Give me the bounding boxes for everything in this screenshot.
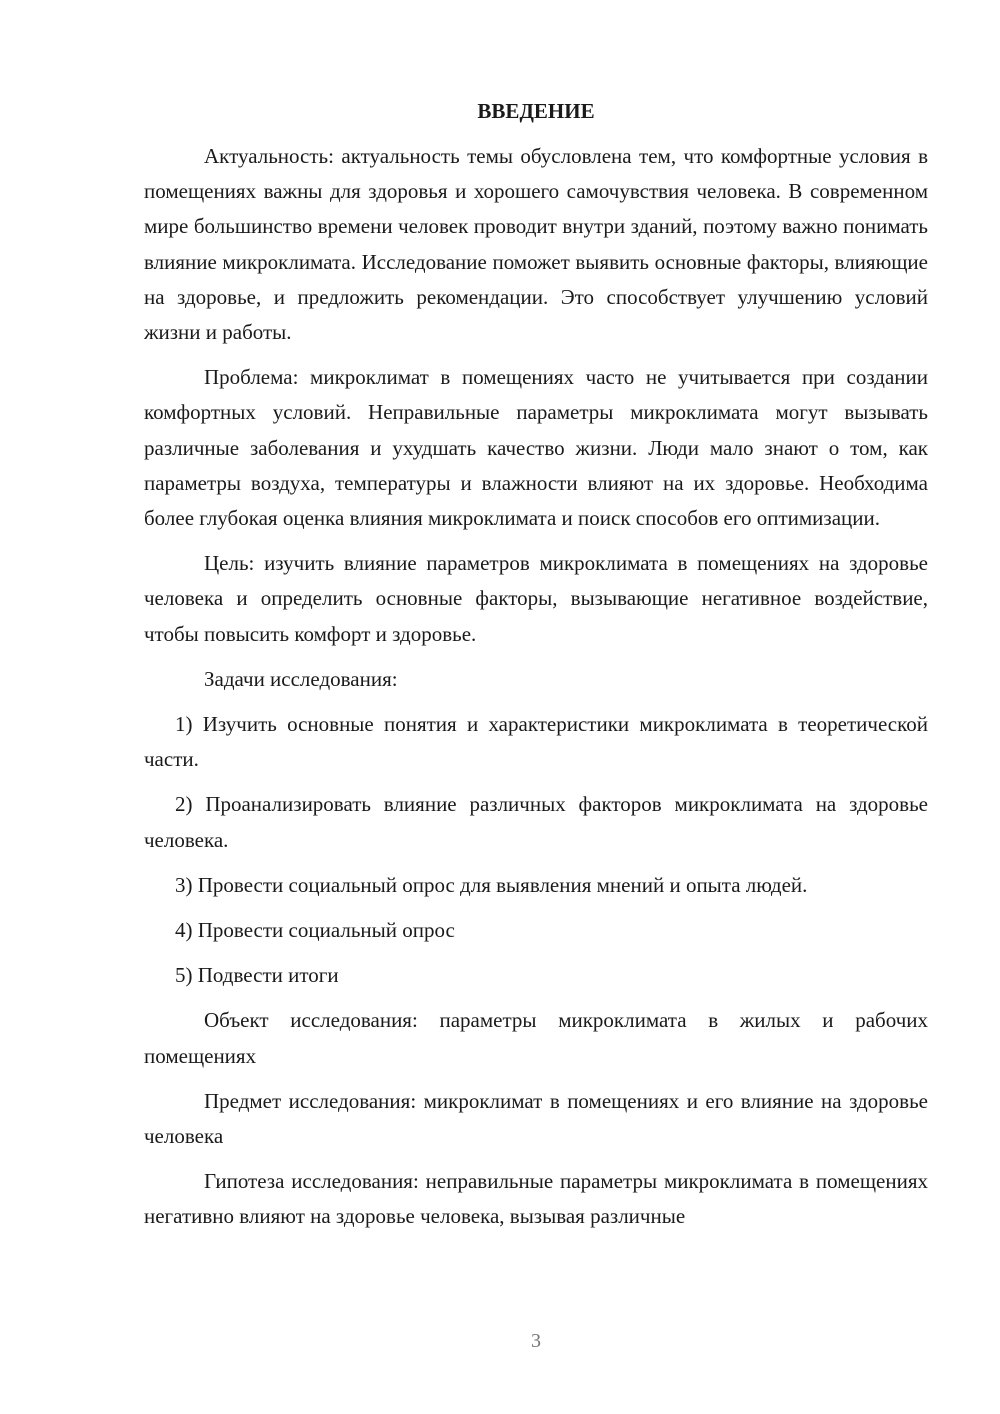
- section-title: ВВЕДЕНИЕ: [477, 99, 595, 123]
- paragraph-subject: Предмет исследования: микроклимат в помещениях и его влияние на здоровье человека: [144, 1088, 928, 1149]
- task-item-5: 5) Подвести итоги: [175, 963, 339, 988]
- paragraph-tasks-heading: Задачи исследования:: [204, 666, 398, 691]
- task-item-3: 3) Провести социальный опрос для выявления мнений и опыта людей.: [175, 872, 808, 897]
- task-item-1: 1) Изучить основные понятия и характеристики микроклимата в теоретической части.: [144, 712, 928, 772]
- paragraph-hypothesis: Гипотеза исследования: неправильные параметры микроклимата в помещениях негативно влияют на здоровье человека, вызывая различные: [144, 1169, 928, 1229]
- paragraph-relevance: Актуальность: актуальность темы обусловлена тем, что комфортные условия в помещениях важны для здоровья и хорошего самочувствия человека. В современном мире большинство времени человек проводит внутри зданий, поэтому важно понимать влияние микроклимата. Исследование поможет выявить основные факторы, влияющие на здоровье, и предложить рекомендации. Это способствует улучшению условий жизни и работы.: [144, 144, 928, 345]
- page-number: 3: [531, 1330, 541, 1352]
- paragraph-object: Объект исследования: параметры микроклимата в жилых и рабочих помещениях: [144, 1008, 928, 1068]
- paragraph-goal: Цель: изучить влияние параметров микроклимата в помещениях на здоровье человека и определить основные факторы, вызывающие негативное воздействие, чтобы повысить комфорт и здоровье.: [144, 551, 928, 646]
- document-page: [144, 96, 928, 1245]
- task-item-4: 4) Провести социальный опрос: [175, 918, 455, 943]
- paragraph-problem: Проблема: микроклимат в помещениях часто не учитывается при создании комфортных условий. Неправильные параметры микроклимата могут вызывать различные заболевания и ухудшать качество жизни. Люди мало знают о том, как параметры воздуха, температуры и влажности влияют на их здоровье. Необходима более глубокая оценка влияния микроклимата и поиск способов его оптимизации.: [144, 365, 928, 531]
- task-item-2: 2) Проанализировать влияние различных факторов микроклимата на здоровье человека.: [144, 792, 928, 852]
